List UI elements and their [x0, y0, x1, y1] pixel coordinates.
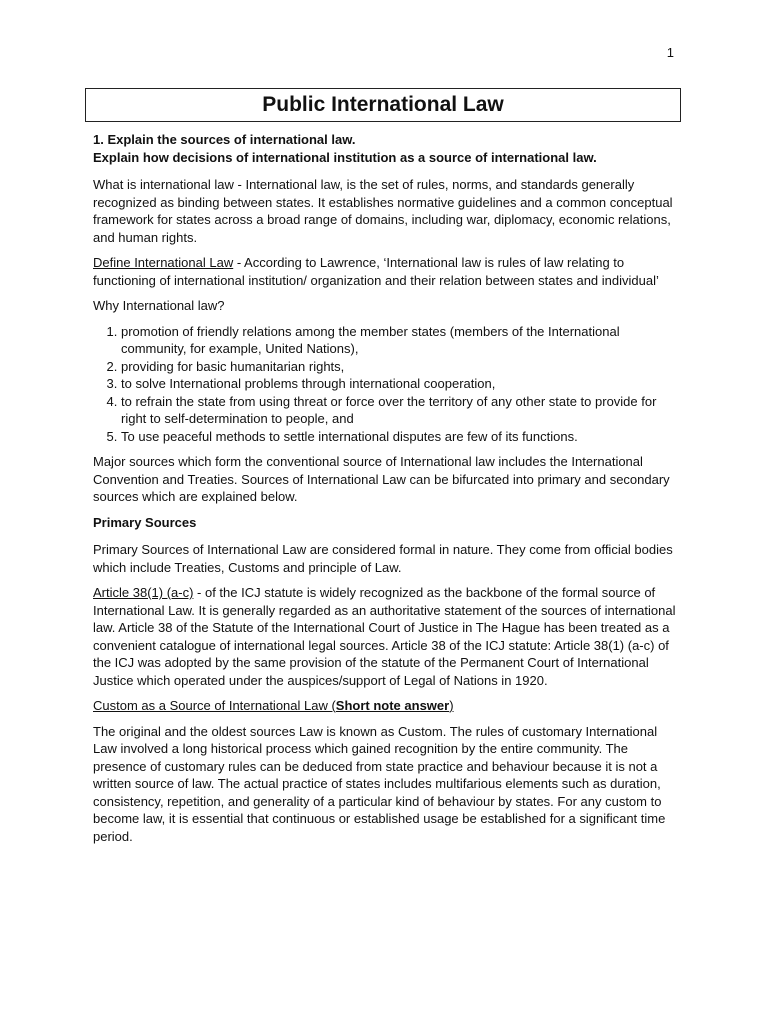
title-box [85, 88, 681, 122]
article-paragraph [93, 584, 678, 689]
major-sources-paragraph: Major sources which form the conventional source of International law includes the International Convention and Treaties. Sources of International Law can be bifurcated into primary and secondary sources which are explained below. [93, 454, 670, 504]
list-item: 4. to refrain the state from using threat or force over the territory of any other state to provide for right to self-determination to people, and [121, 393, 678, 428]
intro-paragraph: What is international law - International law, is the set of rules, norms, and standards generally recognized as binding between states. It establishes normative guidelines and a common conceptual framework for states across a broad range of domains, including war, diplomacy, economic relations, and human rights. [93, 177, 673, 245]
document-body [93, 131, 678, 853]
custom-heading-prefix: Custom as a Source of International Law ( [93, 698, 336, 713]
define-text: - According to Lawrence, ‘International law is rules of law relating to functioning of international institution/ organization and their relation between states and individual’ [93, 255, 659, 288]
define-paragraph [93, 254, 678, 289]
question-1: 1. Explain the sources of international law. [93, 132, 356, 147]
primary-sources-heading: Primary Sources [93, 514, 197, 530]
custom-heading-bold: Short note answer [335, 698, 450, 713]
custom-heading-suffix: ) [449, 698, 454, 713]
page-number: 1 [666, 45, 674, 60]
primary-sources-paragraph: Primary Sources of International Law are considered formal in nature. They come from official bodies which include Treaties, Customs and principle of Law. [93, 542, 673, 575]
list-item: 2. providing for basic humanitarian rights, [121, 358, 678, 376]
question-2: Explain how decisions of international institution as a source of international law. [93, 149, 597, 165]
custom-paragraph: The original and the oldest sources Law is known as Custom. The rules of customary International Law involved a long historical process which gained recognition by the entire community. The presence of customary rules can be deduced from state practice and behaviour because it is not a written source of law. The actual practice of states includes multifarious elements such as duration, consistency, repetition, and generality of a particular kind of behaviour by states. For any custom to become law, it is essential that continuous or established usage be established for a significant time period. [93, 723, 666, 844]
list-item: 1. promotion of friendly relations among the member states (members of the International community, for example, United Nations), [121, 323, 678, 358]
custom-heading [93, 697, 678, 715]
why-list [93, 323, 678, 446]
define-term: Define International Law [93, 255, 234, 270]
list-item: 3. to solve International problems through international cooperation, [121, 375, 678, 393]
article-text: - of the ICJ statute is widely recognized as the backbone of the formal source of International Law. It is generally regarded as an authoritative statement of the sources of international law. Article 38 of the Statute of the International Court of Justice in The Hague has been treated as a convenient catalogue of international legal sources. Article 38 of the ICJ statute: Article 38(1) (a-c) of the ICJ was adopted by the same provision of the statute of the Permanent Court of International Justice which operated under the auspices/support of Legal of Nations in 1920. [93, 585, 676, 688]
list-item: 5. To use peaceful methods to settle international disputes are few of its functions. [121, 428, 678, 446]
page-title: Public International Law [262, 93, 504, 117]
why-heading: Why International law? [93, 298, 225, 313]
article-term: Article 38(1) (a-c) [93, 585, 194, 600]
